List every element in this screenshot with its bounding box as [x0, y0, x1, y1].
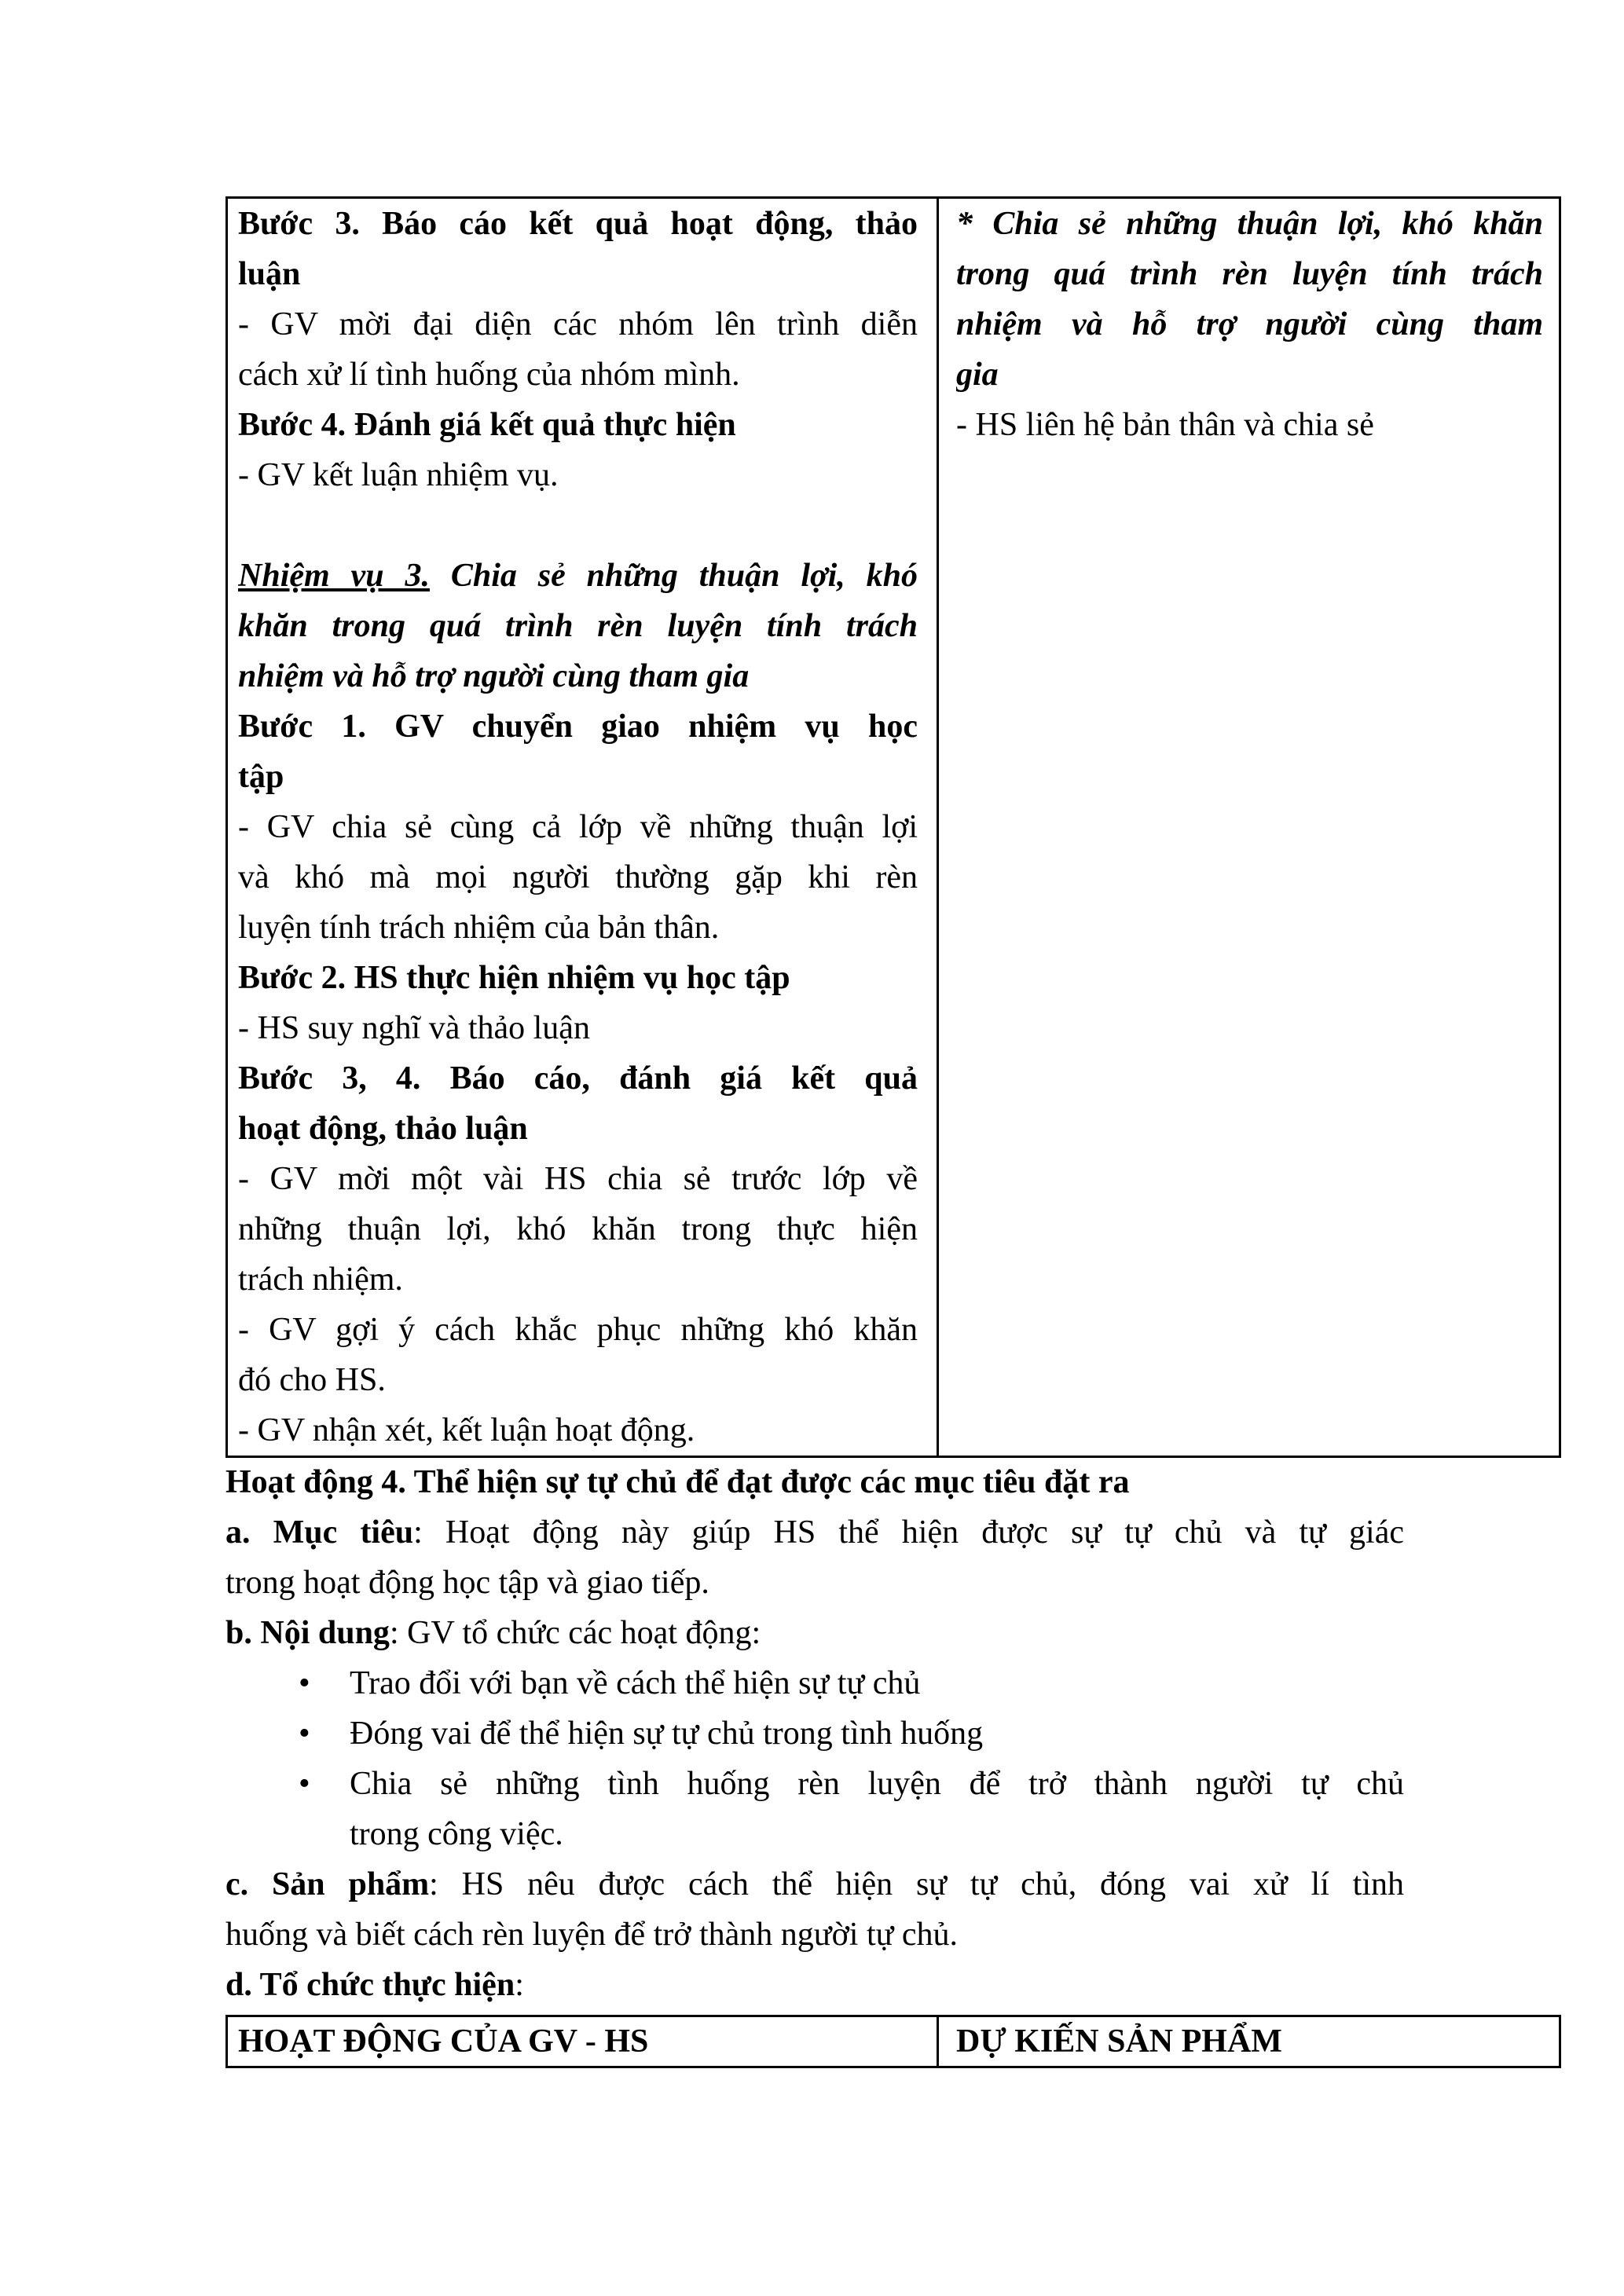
- text-line: - HS suy nghĩ và thảo luận: [238, 1010, 590, 1046]
- text-line: trách nhiệm.: [238, 1262, 403, 1298]
- organization-line: [225, 1960, 1404, 2010]
- text-line: Bước 3. Báo cáo kết quả hoạt động, thảo: [238, 206, 918, 242]
- list-item-continuation: [225, 1809, 1404, 1859]
- text-line: Bước 3, 4. Báo cáo, đánh giá kết quả: [238, 1060, 918, 1097]
- text-line: - GV nhận xét, kết luận hoạt động.: [238, 1412, 695, 1448]
- text-segment: : Hoạt động này giúp HS thể hiện được sự tự chủ và tự giác: [413, 1514, 1404, 1551]
- text-line: - GV mời đại diện các nhóm lên trình diễn: [238, 306, 918, 342]
- list-item: [225, 1759, 1404, 1809]
- gv-hs-header-cell: [228, 2017, 939, 2066]
- text-line: trong quá trình rèn luyện tính trách: [956, 256, 1543, 292]
- product-label: c. Sản phẩm: [225, 1866, 430, 1902]
- text-line: Bước 1. GV chuyển giao nhiệm vụ học: [238, 709, 918, 745]
- list-item: [225, 1708, 1404, 1759]
- text-line: - HS liên hệ bản thân và chia sẻ: [956, 407, 1374, 443]
- text-line: * Chia sẻ những thuận lợi, khó khăn: [956, 206, 1543, 242]
- list-item-text: Đóng vai để thể hiện sự tự chủ trong tình huống: [350, 1716, 984, 1752]
- text-segment: Chia sẻ những thuận lợi, khó: [429, 558, 918, 594]
- text-line: tập: [238, 759, 284, 795]
- product-line: huống và biết cách rèn luyện để trở thành người tự chủ.: [225, 1917, 959, 1953]
- implementation-table: [225, 2015, 1561, 2068]
- list-item-text: trong công việc.: [350, 1816, 563, 1852]
- text-segment: : GV tổ chức các hoạt động:: [389, 1615, 761, 1651]
- section-heading: Hoạt động 4. Thể hiện sự tự chủ để đạt được các mục tiêu đặt ra: [225, 1464, 1130, 1500]
- text-line: - GV mời một vài HS chia sẻ trước lớp về: [238, 1161, 918, 1197]
- organization-label: d. Tổ chức thực hiện: [225, 1967, 515, 2003]
- content-line: [225, 1608, 1404, 1658]
- text-line: Bước 2. HS thực hiện nhiệm vụ học tập: [238, 960, 790, 996]
- text-line: [238, 551, 918, 601]
- text-line: và khó mà mọi người thường gặp khi rèn: [238, 859, 918, 895]
- text-segment: :: [515, 1967, 524, 2003]
- text-line: gia: [956, 357, 999, 393]
- text-line: cách xử lí tình huống của nhóm mình.: [238, 357, 740, 393]
- text-line: luyện tính trách nhiệm của bản thân.: [238, 910, 720, 946]
- text-line: những thuận lợi, khó khăn trong thực hiện: [238, 1211, 918, 1247]
- content-label: b. Nội dung: [225, 1615, 390, 1651]
- activity-table: [225, 196, 1561, 1458]
- text-line: - GV chia sẻ cùng cả lớp về những thuận lợi: [238, 809, 918, 845]
- text-line: đó cho HS.: [238, 1362, 386, 1398]
- objective-label: a. Mục tiêu: [225, 1514, 414, 1551]
- list-item: [225, 1658, 1404, 1708]
- text-line: hoạt động, thảo luận: [238, 1111, 528, 1147]
- bullet-icon: •: [299, 1716, 310, 1752]
- text-line: khăn trong quá trình rèn luyện tính trách: [238, 608, 918, 644]
- expected-products-cell: [939, 199, 1559, 1456]
- column-header: HOẠT ĐỘNG CỦA GV - HS: [238, 2023, 649, 2060]
- objective-line: trong hoạt động học tập và giao tiếp.: [225, 1565, 709, 1601]
- text-line: - GV kết luận nhiệm vụ.: [238, 457, 559, 493]
- text-segment: : HS nêu được cách thể hiện sự tự chủ, đóng vai xử lí tình: [429, 1866, 1404, 1902]
- empty-line: [238, 500, 918, 551]
- objective-line: [225, 1507, 1404, 1558]
- text-line: luận: [238, 256, 301, 292]
- bullet-icon: •: [299, 1766, 310, 1802]
- task-3-label: Nhiệm vụ 3.: [238, 558, 430, 594]
- product-line: [225, 1859, 1404, 1910]
- gv-hs-activities-cell: [228, 199, 939, 1456]
- bullet-icon: •: [299, 1665, 310, 1701]
- text-line: - GV gợi ý cách khắc phục những khó khăn: [238, 1312, 918, 1348]
- text-line: Bước 4. Đánh giá kết quả thực hiện: [238, 407, 736, 443]
- list-item-text: Chia sẻ những tình huống rèn luyện để trở thành người tự chủ: [350, 1766, 1404, 1802]
- column-header: DỰ KIẾN SẢN PHẨM: [956, 2023, 1282, 2060]
- text-line: nhiệm và hỗ trợ người cùng tham: [956, 306, 1543, 342]
- expected-product-header-cell: [939, 2017, 1559, 2066]
- activity-4-section: [225, 1457, 1404, 2010]
- text-line: nhiệm và hỗ trợ người cùng tham gia: [238, 658, 750, 694]
- list-item-text: Trao đổi với bạn về cách thể hiện sự tự chủ: [350, 1665, 921, 1701]
